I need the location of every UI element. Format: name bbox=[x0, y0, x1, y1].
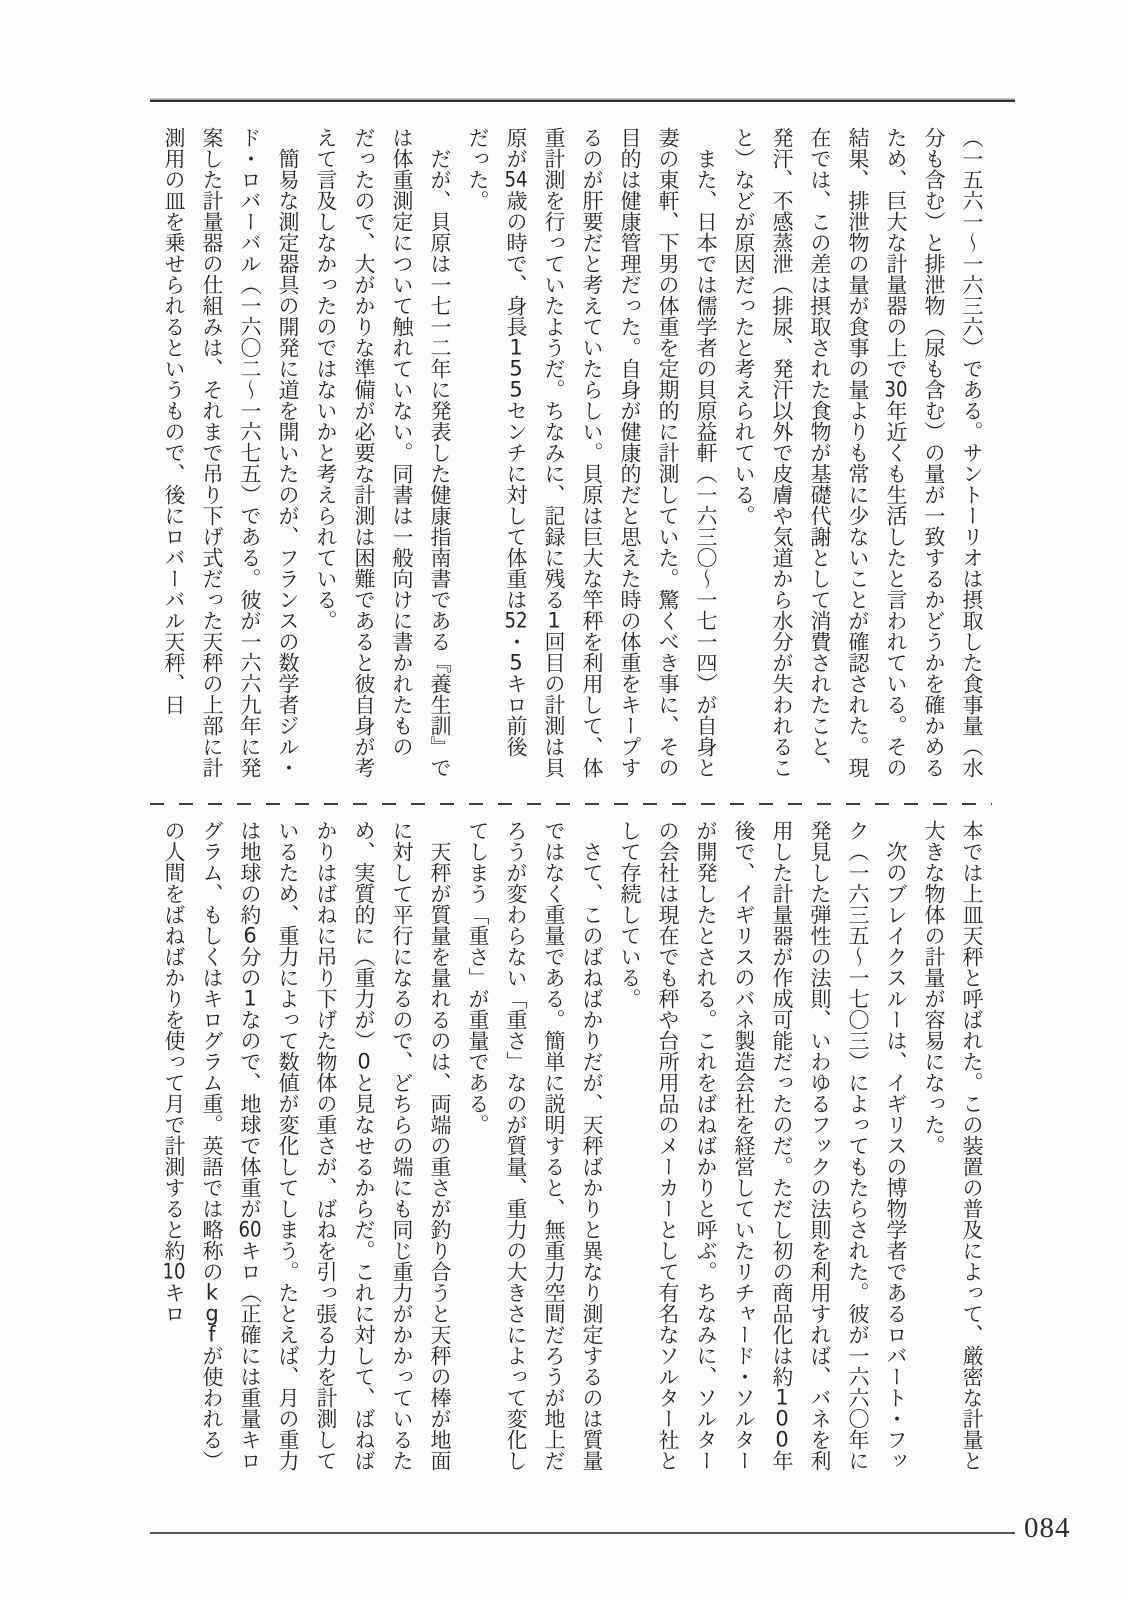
top-text-block bbox=[149, 127, 991, 779]
paragraph: だが、貝原は一七一二年に発表した健康指南書である『養生訓』では体重測定について触れていない。同書は一般向けに書かれたものだったので、大がかりな準備が必要な計測は困難であると彼自身が考えて言及しなかったのではないかと考えられている。 bbox=[314, 127, 452, 778]
paragraph: 簡易な測定器具の開発に道を開いたのが、フランスの数学者ジル・ド・ロバーバル（一六〇二～一六七五）である。彼が一六六九年に発案した計量器の仕組みは、それまで吊り下げ式だった天秤の上部に計測用の皿を乗せられるというもので、後にロバーバル天秤、日 bbox=[162, 127, 300, 778]
paragraph: また、日本では儒学者の貝原益軒（一六三〇～一七一四）が自身と妻の東軒、下男の体重を定期的に計測していた。驚くべき事に、その目的は健康管理だった。自身が健康的だと思えた時の体重をキープするのが肝要だと考えていたらしい。貝原は巨大な竿秤を利用して、体重計測を行っていたようだ。ちなみに、記録に残る1回目の計測は貝原が54歳の時で、身長155センチに対して体重は52・5キロ前後だった。 bbox=[466, 127, 718, 778]
paragraph: 天秤が質量を量れるのは、両端の重さが釣り合うと天秤の棒が地面に対して平行になるので、どちらの端にも同じ重力がかかっているため、実質的に（重力が）0と見なせるからだ。これに対して、ばねばかりはばねに吊り下げた物体の重さが、ばねを引っ張る力を計測しているため、重力によって数値が変化してしまう。たとえば、月の重力は地球の約6分の1なので、地球で体重が60キロ（正確には重量キログラム、もしくはキログラム重。英語では略称のkgfが使われる）の人間をばねばかりを使って月で計測すると約10キロ bbox=[162, 820, 452, 1471]
paragraph: 本では上皿天秤と呼ばれた。この装置の普及によって、厳密な計量と大きな物体の計量が容易になった。 bbox=[922, 820, 984, 1471]
top-rule bbox=[150, 100, 1015, 102]
paragraph: さて、このばねばかりだが、天秤ばかりと異なり測定するのは質量ではなく重量である。簡単に説明すると、無重力空間だろうが地上だろうが変わらない「重さ」なのが質量、重力の大きさによって変化してしまう「重さ」が重量である。 bbox=[466, 820, 604, 1471]
bottom-text-block bbox=[149, 820, 991, 1472]
paragraph: 次のブレイクスルーは、イギリスの博物学者であるロバート・フック（一六三五～一七〇三）によってもたらされた。彼が一六六〇年に発見した弾性の法則、いわゆるフックの法則を利用すれば、バネを利用した計量器が作成可能だったのだ。ただし初の商品化は約100年後で、イギリスのバネ製造会社を経営していたリチャード・ソルターが開発したとされる。これをばねばかりと呼ぶ。ちなみに、ソルターの会社は現在でも秤や台所用品のメーカーとして有名なソルター社として存続している。 bbox=[618, 820, 908, 1471]
paragraph: （一五六一～一六三六）である。サントーリオは摂取した食事量（水分も含む）と排泄物（尿も含む）の量が一致するかどうかを確かめるため、巨大な計量器の上で30年近くも生活したと言われている。その結果、排泄物の量が食事の量よりも常に少ないことが確認された。現在では、この差は摂取された食物が基礎代謝として消費されたこと、発汗、不感蒸泄（排尿、発汗以外で皮膚や気道から水分が失われること）などが原因だったと考えられている。 bbox=[732, 127, 984, 778]
section-divider-dashed bbox=[150, 803, 992, 805]
page-number: 084 bbox=[1024, 1512, 1071, 1544]
bottom-rule bbox=[150, 1532, 1015, 1534]
